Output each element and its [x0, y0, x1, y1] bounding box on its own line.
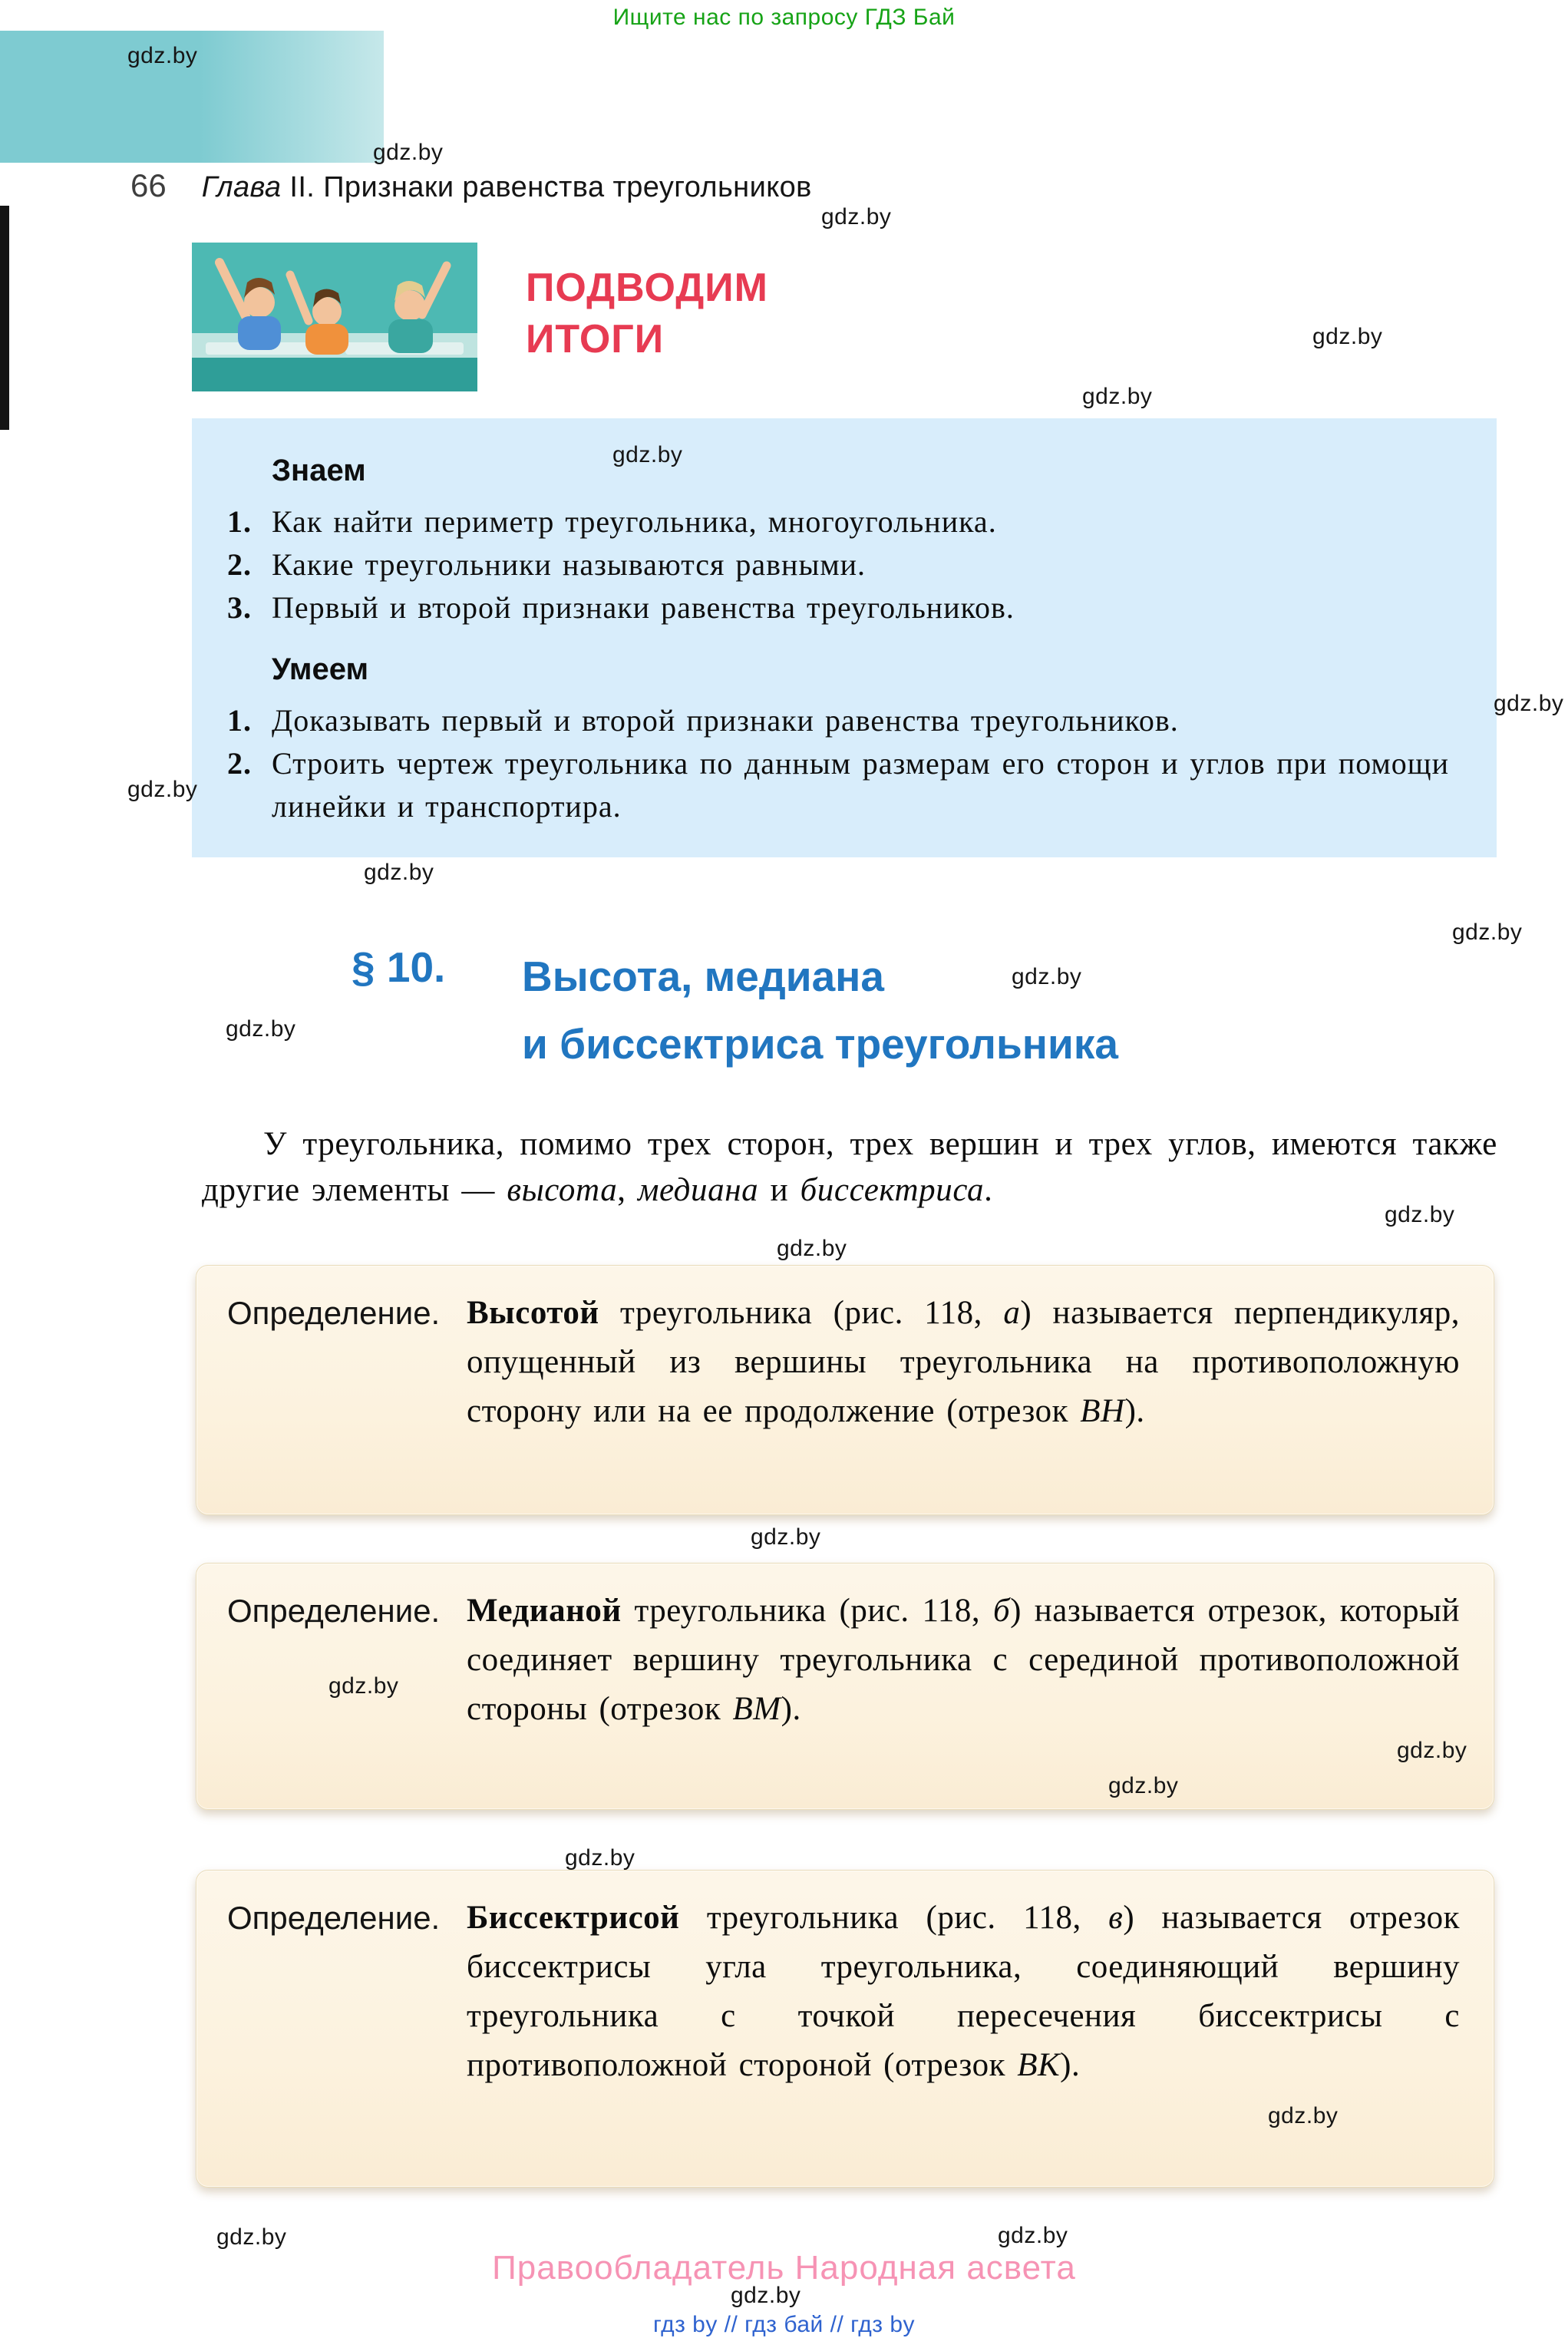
know-heading: Знаем: [272, 454, 366, 487]
definition-label: Определение.: [227, 1900, 441, 1936]
watermark: gdz.by: [777, 1236, 847, 1261]
list-item-text: Как найти периметр треугольника, многоугольника.: [272, 504, 997, 539]
watermark: gdz.by: [328, 1673, 399, 1699]
definition-term: Биссектрисой: [467, 1900, 680, 1936]
intro-text: .: [984, 1172, 993, 1208]
watermark: gdz.by: [1082, 384, 1153, 409]
intro-text: ,: [617, 1172, 638, 1208]
figure-letter: в: [1108, 1900, 1124, 1936]
list-item: [227, 586, 1454, 629]
watermark: gdz.by: [216, 2224, 287, 2250]
definition-body: ).: [1060, 2047, 1081, 2083]
page-number: 66: [130, 167, 167, 203]
watermark: gdz.by: [1268, 2103, 1339, 2128]
list-item-text: Доказывать первый и второй признаки равенства треугольников.: [272, 703, 1179, 738]
intro-text: и: [758, 1172, 801, 1208]
summary-title: [526, 263, 768, 365]
watermark: gdz.by: [821, 204, 892, 230]
list-item-number: 2.: [227, 547, 252, 582]
definition-body: ) называется перпендикуляр, опущенный из вершины треугольника на противоположную сторону или на ее продолжение (отрезок: [467, 1295, 1461, 1429]
page-header: [130, 167, 812, 204]
list-item-number: 1.: [227, 504, 252, 539]
watermark: gdz.by: [373, 140, 444, 165]
definition-body: ).: [781, 1691, 801, 1727]
summary-title-line2: ИТОГИ: [526, 316, 665, 362]
definition-body: треугольника (рис. 118,: [621, 1593, 993, 1629]
footer-links: гдз by // гдз бай // гдз by: [652, 2312, 916, 2337]
list-item: [227, 742, 1454, 828]
list-item-text: Первый и второй признаки равенства треугольников.: [272, 590, 1015, 625]
watermark: gdz.by: [226, 1016, 296, 1042]
segment-name: BM: [732, 1691, 781, 1727]
watermark: gdz.by: [127, 43, 198, 68]
definition-text: [467, 1289, 1460, 1491]
left-accent-bar: [0, 206, 9, 430]
can-heading: Умеем: [272, 652, 369, 686]
section-title-line2: и биссектриса треугольника: [522, 1020, 1118, 1068]
definition-box-bisector: [196, 1870, 1494, 2188]
list-item: [227, 699, 1454, 742]
intro-paragraph: [202, 1121, 1497, 1214]
definition-body: ) называется отрезок, который соединяет вершину треугольника с серединой противоположной стороны (отрезок: [467, 1593, 1460, 1727]
watermark: gdz.by: [1108, 1773, 1179, 1798]
list-item-number: 1.: [227, 703, 252, 738]
chapter-title-text: II. Признаки равенства треугольников: [281, 171, 812, 203]
figure-letter: а: [1003, 1295, 1021, 1331]
watermark: gdz.by: [1012, 964, 1082, 989]
watermark: gdz.by: [565, 1845, 635, 1871]
list-item-text: Какие треугольники называются равными.: [272, 547, 867, 582]
definition-body: треугольника (рис. 118,: [679, 1900, 1109, 1936]
definition-body: ).: [1124, 1393, 1145, 1429]
watermark: gdz.by: [364, 860, 434, 885]
list-item-text: Строить чертеж треугольника по данным размерам его сторон и углов при помощи линейки и транспортира.: [272, 746, 1449, 824]
watermark: gdz.by: [998, 2223, 1068, 2248]
classroom-illustration: [192, 243, 477, 391]
definition-body: треугольника (рис. 118,: [599, 1295, 1004, 1331]
watermark: gdz.by: [1397, 1738, 1467, 1763]
list-item: [227, 543, 1454, 586]
section-number: § 10.: [352, 943, 446, 991]
watermark: gdz.by: [1312, 324, 1383, 349]
watermark: gdz.by: [1385, 1202, 1455, 1227]
intro-term-height: высота: [507, 1172, 618, 1208]
definition-term: Высотой: [467, 1295, 599, 1331]
segment-name: BK: [1017, 2047, 1061, 2083]
definition-label: Определение.: [227, 1295, 441, 1331]
section-heading: [352, 943, 1118, 1078]
summary-title-line1: ПОДВОДИМ: [526, 266, 768, 310]
intro-term-bisector: биссектриса: [800, 1172, 985, 1208]
watermark: gdz.by: [127, 777, 198, 802]
intro-term-median: медиана: [638, 1172, 759, 1208]
figure-letter: б: [993, 1593, 1011, 1629]
list-item-number: 2.: [227, 746, 252, 781]
watermark: gdz.by: [612, 442, 683, 467]
watermark: gdz.by: [1494, 691, 1564, 716]
definition-body: ) называется отрезок биссектрисы угла треугольника, соединяющий вершину треугольника с точкой пересечения биссектрисы с противоположной стороной (отрезок: [467, 1900, 1460, 2083]
definition-term: Медианой: [467, 1593, 622, 1629]
section-title-line1: Высота, медиана: [522, 953, 884, 1000]
intro-text: У треугольника, помимо трех сторон, трех вершин и трех углов, имеются также другие элементы —: [202, 1126, 1497, 1208]
section-title: [522, 943, 1118, 1078]
definition-text: [467, 1587, 1460, 1786]
chapter-title: [202, 171, 812, 204]
know-can-box: [192, 418, 1497, 857]
watermark: gdz.by: [731, 2283, 801, 2308]
chapter-word: Глава: [201, 171, 282, 203]
list-item: [227, 500, 1454, 543]
segment-name: BH: [1080, 1393, 1125, 1429]
promo-banner: Ищите нас по запросу ГДЗ Бай: [612, 5, 956, 30]
copyright-line: Правообладатель Народная асвета: [492, 2249, 1076, 2287]
watermark: gdz.by: [1452, 920, 1523, 945]
definition-box-height: [196, 1265, 1494, 1515]
list-item-number: 3.: [227, 590, 252, 625]
definition-label: Определение.: [227, 1593, 441, 1629]
watermark: gdz.by: [751, 1524, 821, 1550]
